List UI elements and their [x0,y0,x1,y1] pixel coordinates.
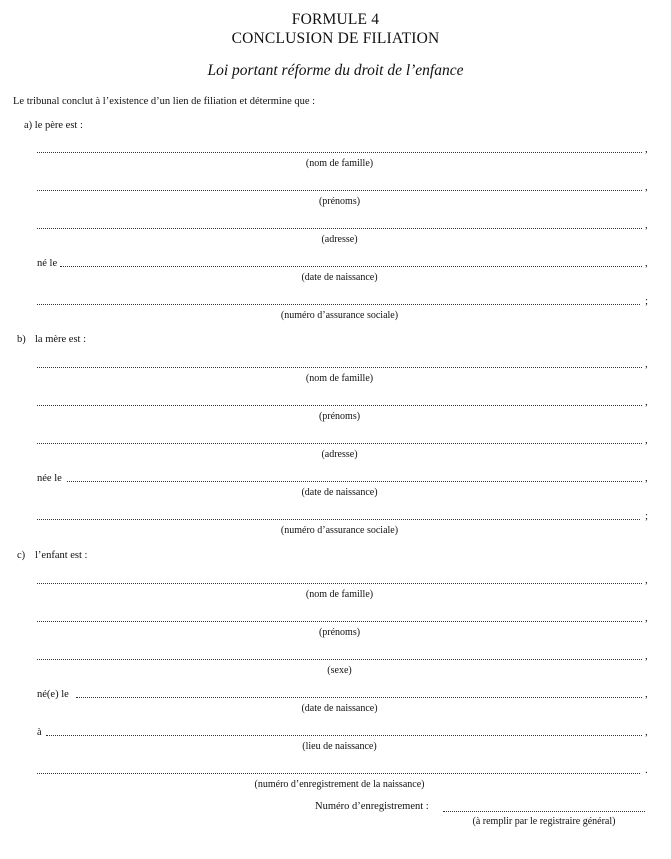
father-sin-caption: (numéro d’assurance sociale) [280,310,399,321]
mother-born-label: née le [37,473,62,484]
punct-comma: , [645,612,648,624]
punct-comma: , [645,396,648,408]
child-sex-caption: (sexe) [327,665,352,676]
punct-semicolon: ; [645,295,649,307]
punct-comma: , [645,650,648,662]
child-registration-line[interactable] [37,773,640,774]
child-place-label: à [37,727,42,738]
form-title: CONCLUSION DE FILIATION [231,30,440,47]
punct-comma: , [645,219,648,231]
father-surname-caption: (nom de famille) [305,158,374,169]
punct-comma: , [645,688,648,700]
mother-firstnames-caption: (prénoms) [318,411,361,422]
punct-comma: , [645,143,648,155]
punct-comma: , [645,257,648,269]
mother-birthdate-caption: (date de naissance) [301,487,378,498]
father-address-caption: (adresse) [321,234,358,245]
child-sex-line[interactable] [37,659,642,660]
mother-address-caption: (adresse) [321,449,358,460]
father-firstnames-caption: (prénoms) [318,196,361,207]
punct-comma: , [645,574,648,586]
law-title: Loi portant réforme du droit de l’enfance [207,62,464,79]
mother-surname-line[interactable] [37,367,642,368]
father-birthdate-caption: (date de naissance) [301,272,378,283]
punct-comma: , [645,434,648,446]
mother-sin-caption: (numéro d’assurance sociale) [280,525,399,536]
mother-heading-letter: b) [17,334,26,345]
father-heading: a) le père est : [24,120,83,131]
punct-semicolon: ; [645,510,649,522]
father-surname-line[interactable] [37,152,642,153]
registration-label: Numéro d’enregistrement : [315,801,429,812]
child-birthdate-caption: (date de naissance) [301,703,378,714]
registration-note: (à remplir par le registraire général) [472,816,616,827]
punct-comma: , [645,358,648,370]
mother-heading: la mère est : [35,334,87,345]
mother-sin-line[interactable] [37,519,640,520]
child-firstnames-line[interactable] [37,621,642,622]
child-surname-caption: (nom de famille) [305,589,374,600]
intro-text: Le tribunal conclut à l’existence d’un lien de filiation et détermine que : [13,96,316,107]
mother-address-line[interactable] [37,443,642,444]
child-firstnames-caption: (prénoms) [318,627,361,638]
form-number: FORMULE 4 [291,11,380,28]
child-birthplace-caption: (lieu de naissance) [302,741,377,752]
father-birthdate-line[interactable] [60,266,642,267]
child-birthdate-line[interactable] [76,697,642,698]
father-address-line[interactable] [37,228,642,229]
child-heading: l’enfant est : [35,550,88,561]
punct-comma: , [645,181,648,193]
father-born-label: né le [37,258,58,269]
punct-comma: , [645,472,648,484]
child-registration-caption: (numéro d’enregistrement de la naissance) [254,779,425,790]
mother-firstnames-line[interactable] [37,405,642,406]
child-heading-letter: c) [17,550,26,561]
child-born-label: né(e) le [37,689,69,700]
child-birthplace-line[interactable] [46,735,642,736]
father-firstnames-line[interactable] [37,190,642,191]
punct-comma: , [645,726,648,738]
mother-surname-caption: (nom de famille) [305,373,374,384]
father-sin-line[interactable] [37,304,640,305]
registration-number-line[interactable] [443,811,645,812]
mother-birthdate-line[interactable] [67,481,642,482]
punct-period: . [645,764,648,776]
child-surname-line[interactable] [37,583,642,584]
